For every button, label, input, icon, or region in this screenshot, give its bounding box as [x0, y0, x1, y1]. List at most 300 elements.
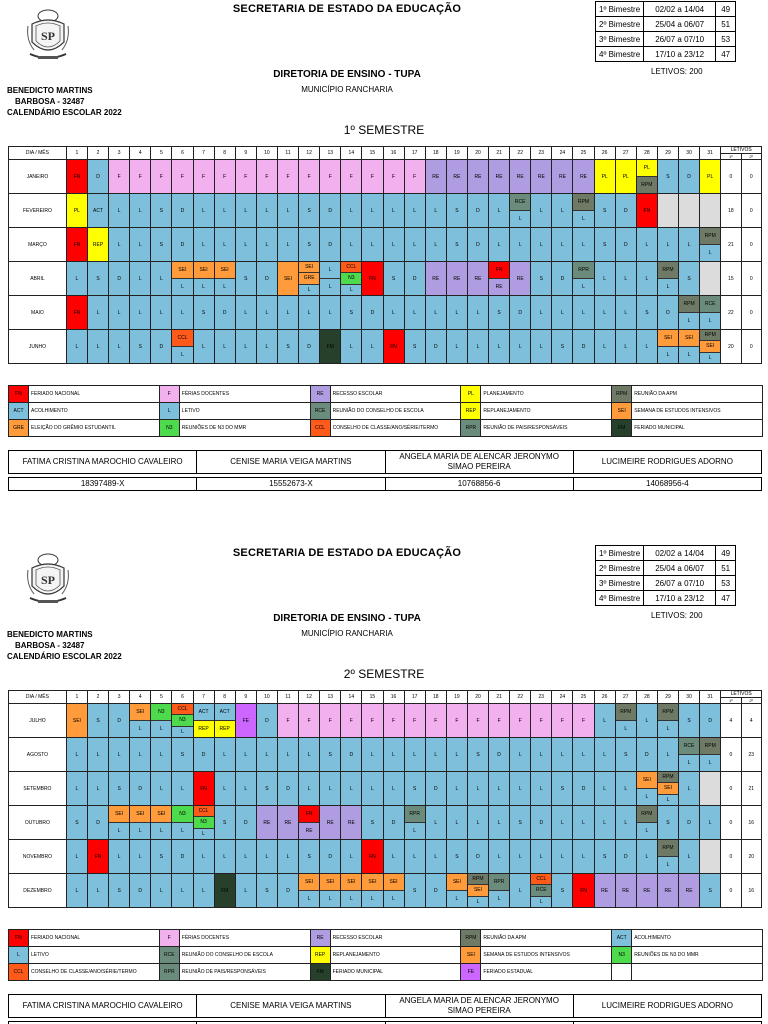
calendar-grid: DIA / MÊS 1 2 3 4 5 6 7 8 9 10 11 12 13 14 15 16 17 18 19 20 21 22 23 24 25 26 27 28 29 30 31 LETIVOS 1º 2º JULHO SEI S D SEI L N3 L CCL N3 L ACT REP ACT REP FE D F F F F F F F F F F F F F F F L RPM L L RPM L S D 4 4 AGOSTO L L L L L S D L L L L L S D L L L L L S D L L L L L S D L RCE L RPM L 0 23 SETEMBRO L L S D L L FN L L S D L L L L L S D L L L L L S D L L SEI L RPM SEI L L 0 21 OUTUBRO S D SEI L SEI L SEI L N3 L CCL N3 L S D RE RE FN RE RE RE S D RPR L L L L L S D L L L L RPM L S D L 0 16 NOVEMBRO L FN L L S D L L L L L S D L FN L L L S D L L L L L S D L RPM L L 0 20 DEZEMBRO L L S D L L L FM L S D SEI L SEI L SEI L SEI L SEI L S D SEI L RPM SEI L RPR L L CCL RCE L S FN RE RE RE RE RE S 0 16: [8, 690, 762, 908]
legend-swatch: N3: [159, 420, 179, 437]
day-cell: [657, 840, 678, 874]
day-cell: S: [235, 262, 256, 296]
secretaria-title: SECRETARIA DE ESTADO DA EDUCAÇÃO: [232, 547, 462, 559]
bimestre-row: 1º Bimestre 02/02 a 14/04 49: [596, 2, 736, 17]
month-name: MAIO: [9, 296, 67, 330]
day-cell: F: [383, 704, 404, 738]
day-cell: F: [172, 160, 193, 194]
day-cell: L: [277, 228, 298, 262]
day-code: L: [341, 285, 361, 295]
day-cell: S: [657, 806, 678, 840]
day-cell: [299, 262, 320, 296]
day-code: L: [341, 891, 361, 907]
day-cell: L: [87, 772, 108, 806]
legend-label: FERIADO MUNICIPAL: [632, 420, 763, 437]
day-cell: L: [66, 772, 87, 806]
day-cell: L: [172, 296, 193, 330]
day-cell: D: [320, 194, 341, 228]
signatory-name: ANGELA MARIA DE ALENCAR JERONYMO SIMAO PEREIRA: [385, 451, 573, 474]
day-cell: L: [87, 738, 108, 772]
letivos-2: 16: [741, 874, 761, 908]
day-code: SEI: [384, 874, 404, 891]
day-cell: S: [615, 738, 636, 772]
day-cell: D: [425, 772, 446, 806]
day-cell: S: [446, 840, 467, 874]
legend-swatch: FN: [9, 930, 29, 947]
day-cell-empty: [700, 840, 721, 874]
day-cell: S: [404, 772, 425, 806]
day-cell: L: [277, 296, 298, 330]
day-cell: L: [193, 330, 214, 364]
day-cell: S: [341, 296, 362, 330]
day-cell: L: [404, 228, 425, 262]
legend-swatch: F: [159, 386, 179, 403]
legend-label: CONSELHO DE CLASSE/ANO/SÉRIE/TERMO: [29, 964, 160, 981]
day-cell-empty: [679, 194, 700, 228]
legend-label: FERIADO NACIONAL: [29, 930, 160, 947]
day-code: RPM: [658, 704, 678, 721]
day-cell: L: [679, 772, 700, 806]
legend-swatch: RPM: [612, 386, 632, 403]
day-cell: L: [66, 840, 87, 874]
day-cell: RE: [594, 874, 615, 908]
legend-label: ACOLHIMENTO: [29, 403, 160, 420]
day-cell: D: [362, 296, 383, 330]
legend-swatch: RPM: [461, 930, 481, 947]
legend-label: ACOLHIMENTO: [632, 930, 763, 947]
day-cell: [383, 874, 404, 908]
letivos-2: 0: [741, 194, 761, 228]
day-cell: L: [552, 806, 573, 840]
day-cell: FN: [66, 228, 87, 262]
bimestre-row: 4º Bimestre 17/10 a 23/12 47: [596, 47, 736, 62]
day-cell: [214, 262, 235, 296]
day-cell: FN: [383, 330, 404, 364]
legend-swatch: RCE: [310, 403, 330, 420]
day-cell: L: [130, 296, 151, 330]
day-cell: L: [87, 874, 108, 908]
day-cell: D: [151, 330, 172, 364]
day-cell: L: [109, 840, 130, 874]
day-code: CCL: [172, 330, 192, 347]
day-cell: L: [657, 738, 678, 772]
day-cell: L: [510, 772, 531, 806]
day-cell: F: [235, 160, 256, 194]
day-cell: [130, 806, 151, 840]
legend-label: CONSELHO DE CLASSE/ANO/SÉRIE/TERMO: [330, 420, 461, 437]
day-cell: L: [552, 296, 573, 330]
letivos-1: 4: [721, 704, 741, 738]
day-cell: L: [66, 262, 87, 296]
legend-label: FÉRIAS DOCENTES: [179, 386, 310, 403]
day-cell: L: [531, 772, 552, 806]
day-cell: L: [341, 194, 362, 228]
day-cell: RE: [510, 262, 531, 296]
day-cell: L: [383, 772, 404, 806]
day-cell: S: [362, 806, 383, 840]
day-cell: S: [66, 806, 87, 840]
month-row: [9, 262, 762, 296]
legend-label: REUNIÕES DE N3 DO MMR: [632, 947, 763, 964]
day-cell: D: [467, 228, 488, 262]
day-cell: [636, 160, 657, 194]
day-cell: D: [172, 194, 193, 228]
day-cell: D: [87, 160, 108, 194]
day-cell: L: [256, 194, 277, 228]
school-info: BENEDICTO MARTINS BARBOSA - 32487 CALENDÁRIO ESCOLAR 2022: [7, 630, 122, 661]
day-cell: [151, 704, 172, 738]
day-cell: L: [130, 194, 151, 228]
day-cell: L: [425, 194, 446, 228]
day-code: N3: [341, 273, 361, 284]
day-code: L: [172, 823, 192, 839]
day-cell: L: [573, 840, 594, 874]
day-cell: RE: [467, 160, 488, 194]
legend-swatch: REP: [461, 403, 481, 420]
day-cell: L: [573, 296, 594, 330]
day-cell: F: [404, 160, 425, 194]
letivos-2: 0: [741, 160, 761, 194]
day-cell: S: [679, 704, 700, 738]
day-code: PL: [637, 160, 657, 177]
day-cell: RE: [510, 160, 531, 194]
legend-label: REUNIÃO DE PAIS/RESPONSÁVEIS: [481, 420, 612, 437]
day-cell: [193, 806, 214, 840]
day-cell: L: [362, 228, 383, 262]
day-cell: L: [425, 738, 446, 772]
month-row: [9, 772, 762, 806]
day-cell: S: [467, 738, 488, 772]
day-code: RPM: [573, 194, 593, 211]
svg-text:SP: SP: [40, 573, 56, 587]
day-cell: S: [594, 840, 615, 874]
day-cell: [700, 296, 721, 330]
month-name: JULHO: [9, 704, 67, 738]
month-name: NOVEMBRO: [9, 840, 67, 874]
letivos-1: 0: [721, 738, 741, 772]
calendar-header: DIA / MÊS 1 2 3 4 5 6 7 8 9 10 11 12 13 14 15 16 17 18 19 20 21 22 23 24 25 26 27 28 29 30 31 LETIVOS: [9, 691, 762, 698]
day-cell: L: [193, 194, 214, 228]
day-cell: [679, 330, 700, 364]
legend-label: ELEIÇÃO DO GRÊMIO ESTUDANTIL: [29, 420, 160, 437]
day-cell: S: [277, 330, 298, 364]
day-cell: L: [214, 330, 235, 364]
day-cell: L: [657, 228, 678, 262]
day-cell-empty: [700, 772, 721, 806]
day-code: L: [679, 755, 699, 771]
day-cell: FN: [87, 840, 108, 874]
day-cell: F: [446, 704, 467, 738]
day-cell: L: [615, 296, 636, 330]
day-cell: [404, 806, 425, 840]
day-cell: L: [214, 228, 235, 262]
legend-swatch: FN: [9, 386, 29, 403]
day-cell: D: [256, 704, 277, 738]
second-semester-page: [0, 544, 768, 1024]
letivos-1: 20: [721, 330, 741, 364]
day-cell: D: [636, 738, 657, 772]
day-cell: D: [87, 806, 108, 840]
day-cell: [214, 704, 235, 738]
letivos-1: 0: [721, 160, 741, 194]
month-name: FEVEREIRO: [9, 194, 67, 228]
day-code: SEI: [109, 806, 129, 823]
letivos-1: 21: [721, 228, 741, 262]
day-code: RPR: [405, 806, 425, 823]
day-cell: L: [193, 874, 214, 908]
day-cell: D: [531, 806, 552, 840]
day-code: RPM: [468, 874, 488, 885]
legend-swatch: CCL: [310, 420, 330, 437]
day-cell: FM: [320, 330, 341, 364]
day-cell: F: [531, 704, 552, 738]
day-cell: D: [615, 228, 636, 262]
signatory-id: 14068956-4: [573, 478, 761, 491]
day-cell: [172, 806, 193, 840]
day-cell: L: [87, 296, 108, 330]
day-cell: REP: [87, 228, 108, 262]
day-code: L: [658, 857, 678, 873]
day-code: L: [320, 279, 340, 295]
day-cell: L: [214, 738, 235, 772]
day-cell: L: [510, 330, 531, 364]
day-cell: D: [573, 772, 594, 806]
day-cell: F: [341, 704, 362, 738]
svg-text:SP: SP: [40, 29, 56, 43]
day-cell: D: [467, 840, 488, 874]
month-name: DEZEMBRO: [9, 874, 67, 908]
day-cell: L: [615, 330, 636, 364]
day-code: SEI: [320, 874, 340, 891]
day-cell: [341, 262, 362, 296]
day-cell: L: [679, 228, 700, 262]
day-cell: L: [383, 194, 404, 228]
day-code: FN: [299, 806, 319, 823]
day-cell: S: [299, 228, 320, 262]
day-cell: D: [573, 330, 594, 364]
day-cell: L: [130, 840, 151, 874]
day-cell: L: [573, 806, 594, 840]
day-code: SEI: [130, 704, 150, 721]
day-cell: S: [172, 738, 193, 772]
day-cell: L: [489, 330, 510, 364]
day-code: RPR: [573, 262, 593, 279]
day-cell: RE: [467, 262, 488, 296]
day-cell: D: [130, 874, 151, 908]
day-cell: PL: [700, 160, 721, 194]
day-cell: L: [235, 228, 256, 262]
day-cell: L: [636, 704, 657, 738]
day-cell: L: [214, 772, 235, 806]
day-cell: [467, 874, 488, 908]
day-cell: L: [467, 330, 488, 364]
day-code: L: [616, 721, 636, 737]
day-cell: D: [657, 296, 678, 330]
day-cell-empty: [657, 194, 678, 228]
day-cell: FN: [362, 840, 383, 874]
day-code: RPM: [658, 262, 678, 279]
day-cell: L: [320, 772, 341, 806]
day-cell: RE: [446, 262, 467, 296]
bimestre-row: 3º Bimestre 26/07 a 07/10 53: [596, 576, 736, 591]
letivos-2: 0: [741, 228, 761, 262]
legend-label: REPLANEJAMENTO: [330, 947, 461, 964]
day-cell: S: [594, 228, 615, 262]
legend-swatch: RE: [310, 386, 330, 403]
day-cell: L: [277, 738, 298, 772]
day-code: RE: [299, 823, 319, 839]
month-name: OUTUBRO: [9, 806, 67, 840]
day-cell: L: [362, 772, 383, 806]
day-cell: L: [467, 806, 488, 840]
day-cell: F: [341, 160, 362, 194]
day-cell: FN: [193, 772, 214, 806]
day-cell: [657, 704, 678, 738]
day-cell: D: [320, 228, 341, 262]
day-cell: L: [573, 228, 594, 262]
day-cell: S: [679, 262, 700, 296]
day-cell: L: [594, 772, 615, 806]
day-cell: L: [446, 738, 467, 772]
day-cell: F: [320, 160, 341, 194]
day-cell: L: [277, 840, 298, 874]
legend-swatch: ACT: [9, 403, 29, 420]
day-cell: L: [130, 738, 151, 772]
month-row: [9, 874, 762, 908]
day-cell: D: [172, 840, 193, 874]
day-code: RPM: [637, 177, 657, 193]
letivos-1: 18: [721, 194, 741, 228]
day-code: L: [299, 285, 319, 295]
day-code: REP: [215, 721, 235, 737]
day-cell: L: [636, 228, 657, 262]
day-cell: S: [383, 262, 404, 296]
day-code: L: [172, 727, 192, 737]
day-code: N3: [194, 817, 214, 828]
day-code: L: [700, 353, 720, 363]
day-code: RPM: [700, 330, 720, 341]
day-code: RPM: [700, 738, 720, 755]
day-cell: L: [130, 262, 151, 296]
day-code: N3: [151, 704, 171, 721]
day-cell: ACT: [87, 194, 108, 228]
month-row: [9, 738, 762, 772]
day-cell: S: [151, 194, 172, 228]
day-cell: F: [320, 704, 341, 738]
letivos-2: 16: [741, 806, 761, 840]
day-cell: F: [193, 160, 214, 194]
day-cell: S: [552, 772, 573, 806]
legend-swatch: ACT: [612, 930, 632, 947]
legend-label: REPLANEJAMENTO: [481, 403, 612, 420]
day-cell: L: [446, 772, 467, 806]
day-cell: D: [109, 262, 130, 296]
bimestre-row: 4º Bimestre 17/10 a 23/12 47: [596, 591, 736, 606]
day-code: SEI: [447, 874, 467, 891]
day-cell: RE: [531, 160, 552, 194]
day-cell: D: [489, 738, 510, 772]
day-cell: [320, 262, 341, 296]
day-cell: L: [489, 772, 510, 806]
day-cell: L: [151, 738, 172, 772]
day-cell: D: [679, 806, 700, 840]
municipio-label: MUNICÍPIO RANCHARIA: [301, 629, 393, 638]
letivos-1: 22: [721, 296, 741, 330]
day-cell: [193, 262, 214, 296]
day-cell: F: [552, 704, 573, 738]
day-code: L: [384, 891, 404, 907]
day-code: SEI: [700, 341, 720, 352]
day-cell: [151, 806, 172, 840]
day-cell: D: [256, 262, 277, 296]
day-cell: L: [531, 330, 552, 364]
day-cell: L: [362, 738, 383, 772]
day-code: L: [658, 279, 678, 295]
day-code: SEI: [362, 874, 382, 891]
day-cell: [700, 228, 721, 262]
bimestre-row: 3º Bimestre 26/07 a 07/10 53: [596, 32, 736, 47]
day-cell: D: [552, 262, 573, 296]
day-cell: L: [425, 296, 446, 330]
day-cell: L: [256, 330, 277, 364]
day-cell: FM: [214, 874, 235, 908]
day-cell: [679, 296, 700, 330]
day-code: L: [510, 211, 530, 227]
day-cell: D: [700, 704, 721, 738]
day-cell: D: [425, 874, 446, 908]
day-cell: L: [214, 194, 235, 228]
day-cell: L: [383, 296, 404, 330]
signatory-id: 15552673-X: [197, 478, 385, 491]
day-code: L: [447, 891, 467, 907]
day-cell: RE: [657, 874, 678, 908]
day-cell: L: [467, 296, 488, 330]
day-cell: [489, 874, 510, 908]
day-cell: L: [109, 228, 130, 262]
day-cell: L: [383, 840, 404, 874]
day-cell: RE: [425, 160, 446, 194]
day-cell: [446, 874, 467, 908]
day-cell: [341, 874, 362, 908]
day-code: CCL: [531, 874, 551, 885]
day-cell: S: [87, 262, 108, 296]
day-cell: F: [404, 704, 425, 738]
day-cell: L: [235, 330, 256, 364]
day-cell: L: [299, 296, 320, 330]
day-cell: L: [531, 296, 552, 330]
day-cell: D: [172, 228, 193, 262]
day-cell: L: [299, 738, 320, 772]
day-cell: L: [531, 840, 552, 874]
legend-swatch: L: [9, 947, 29, 964]
day-code: CCL: [194, 806, 214, 817]
day-cell: F: [130, 160, 151, 194]
day-code: SEI: [130, 806, 150, 823]
legend-label: REUNIÕES DE N3 DO MMR: [179, 420, 310, 437]
day-cell: D: [615, 840, 636, 874]
day-cell: L: [467, 772, 488, 806]
legend-swatch: PL: [461, 386, 481, 403]
semester-title: 2º SEMESTRE: [343, 667, 425, 681]
day-code: ACT: [215, 704, 235, 721]
day-code: RCE: [510, 194, 530, 211]
letivos-2: 21: [741, 772, 761, 806]
day-cell: L: [573, 738, 594, 772]
day-code: L: [405, 823, 425, 839]
day-cell: RE: [636, 874, 657, 908]
day-code: RPM: [658, 772, 678, 783]
day-cell: [109, 806, 130, 840]
